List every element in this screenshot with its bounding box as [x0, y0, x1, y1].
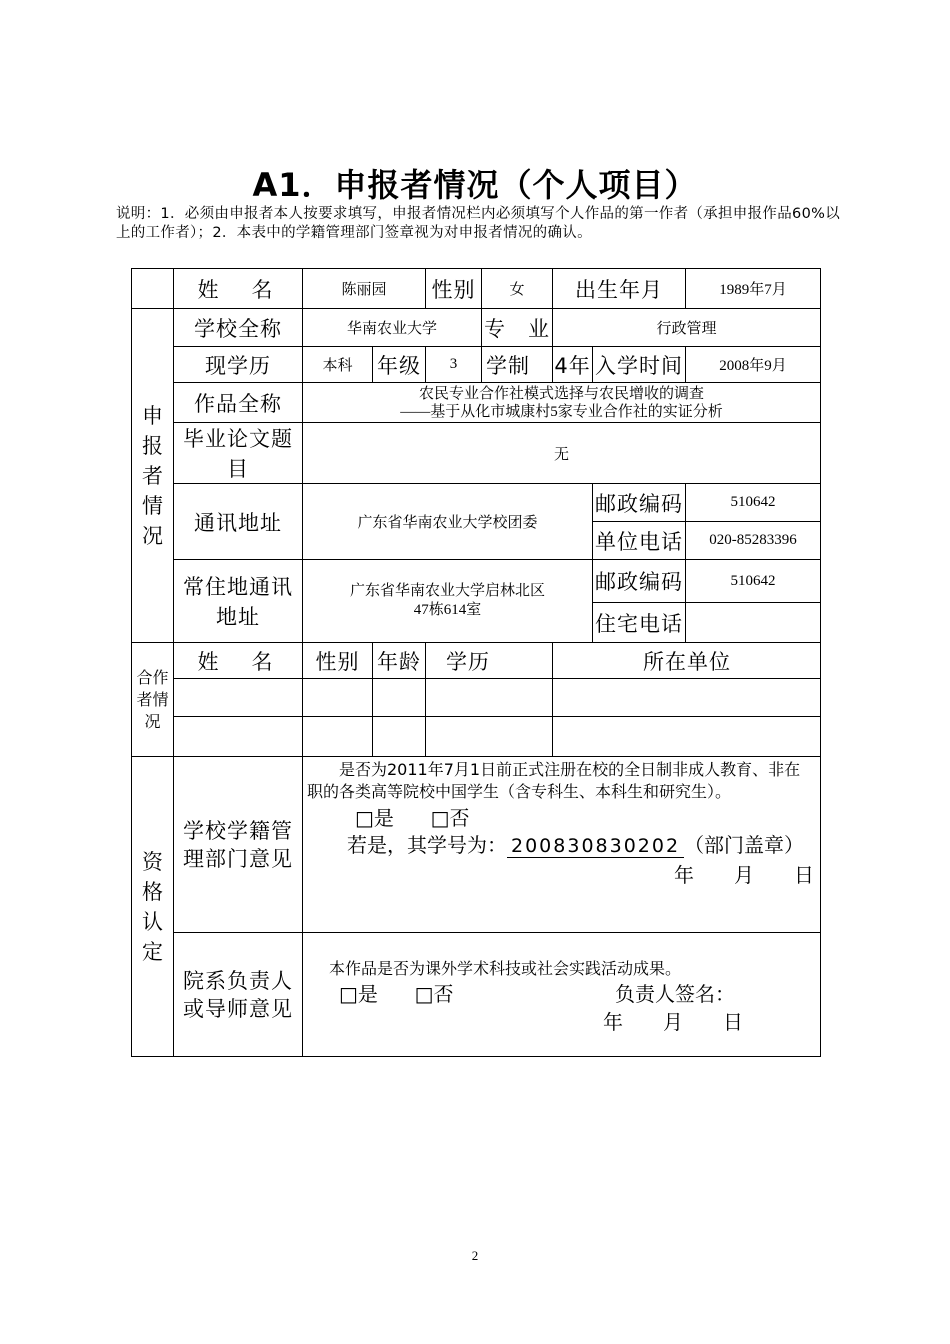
- collab-header-unit: 所在单位: [553, 643, 821, 679]
- enroll-label: 入学时间: [593, 347, 686, 383]
- home-postcode-label: 邮政编码: [593, 560, 686, 603]
- gender-value: 女: [482, 269, 553, 309]
- address-value: 广东省华南农业大学校团委: [303, 484, 593, 560]
- home-phone-value: [686, 603, 821, 643]
- page-title: A1．申报者情况（个人项目）: [252, 166, 698, 204]
- registry-question: 是否为2011年7月1日前正式注册在校的全日制非成人教育、非在职的各类高等院校中国学生（含专科生、本科生和研究生）。: [307, 760, 801, 801]
- home-phone-label: 住宅电话: [593, 603, 686, 643]
- work-phone-label: 单位电话: [593, 522, 686, 560]
- student-id-line: 若是，其学号为： 200830830202 （部门盖章）: [347, 833, 805, 857]
- registry-choices: [303, 805, 820, 831]
- signature-label: 负责人签名：: [615, 982, 735, 1006]
- registry-opinion: [303, 757, 821, 933]
- collab-row-2-unit: [553, 717, 821, 757]
- collab-row-1-unit: [553, 679, 821, 717]
- advisor-no-checkbox[interactable]: □否: [414, 982, 454, 1006]
- collab-header-gender: 性别: [303, 643, 373, 679]
- home-address-value: 广东省华南农业大学启林北区 47栋614室: [303, 560, 593, 643]
- advisor-opinion: [303, 933, 821, 1057]
- system-label: 学制: [482, 347, 553, 383]
- education-label: 现学历: [174, 347, 303, 383]
- major-label: 专 业: [482, 309, 553, 347]
- blank-corner-cell: [132, 269, 174, 309]
- education-value: 本科: [303, 347, 373, 383]
- collab-header-age: 年龄: [373, 643, 426, 679]
- name-label: 姓 名: [174, 269, 303, 309]
- qualification-section-label: 资格认定: [132, 757, 174, 1057]
- collab-header-name: 姓 名: [174, 643, 303, 679]
- school-value: 华南农业大学: [303, 309, 482, 347]
- grade-value: 3: [426, 347, 482, 383]
- registry-no-checkbox[interactable]: □否: [430, 806, 470, 830]
- registry-yes-checkbox[interactable]: □是: [355, 806, 394, 830]
- applicant-section-label: 申报者情况: [132, 309, 174, 643]
- collab-row-1-age: [373, 679, 426, 717]
- advisor-question: 本作品是否为课外学术科技或社会实践活动成果。: [329, 959, 682, 978]
- thesis-label: 毕业论文题目: [174, 423, 303, 484]
- collab-row-2-education: [426, 717, 553, 757]
- major-value: 行政管理: [553, 309, 821, 347]
- address-label: 通讯地址: [174, 484, 303, 560]
- advisor-choices: [303, 981, 820, 1007]
- school-label: 学校全称: [174, 309, 303, 347]
- collab-row-1-gender: [303, 679, 373, 717]
- collab-row-2-name: [174, 717, 303, 757]
- name-value: 陈丽园: [303, 269, 426, 309]
- collaborators-section-label: 合作者情况: [132, 643, 174, 757]
- page-number: 2: [471, 1248, 479, 1263]
- collab-row-2-gender: [303, 717, 373, 757]
- advisor-date: 年 月 日: [603, 1010, 743, 1034]
- home-postcode-value: 510642: [686, 560, 821, 603]
- birth-value: 1989年7月: [686, 269, 821, 309]
- applicant-form-table: [131, 268, 821, 1057]
- home-address-label: 常住地通讯地址: [174, 560, 303, 643]
- registry-date: 年 月 日: [674, 863, 815, 887]
- collab-row-1-name: [174, 679, 303, 717]
- student-id-value: 200830830202: [507, 835, 684, 858]
- system-value: 4年: [553, 347, 593, 383]
- collab-row-1-education: [426, 679, 553, 717]
- grade-label: 年级: [373, 347, 426, 383]
- advisor-label: 院系负责人或导师意见: [174, 933, 303, 1057]
- gender-label: 性别: [426, 269, 482, 309]
- registry-label: 学校学籍管理部门意见: [174, 757, 303, 933]
- collab-header-education: 学历: [426, 643, 553, 679]
- thesis-value: 无: [303, 423, 821, 484]
- enroll-value: 2008年9月: [686, 347, 821, 383]
- advisor-yes-checkbox[interactable]: □是: [339, 982, 378, 1006]
- birth-label: 出生年月: [553, 269, 686, 309]
- instructions-note: 说明：1．必须由申报者本人按要求填写，申报者情况栏内必须填写个人作品的第一作者（承担申报作品60%以上的工作者）；2．本表中的学籍管理部门签章视为对申报者情况的确认。: [116, 206, 840, 241]
- postcode-label: 邮政编码: [593, 484, 686, 522]
- collab-row-2-age: [373, 717, 426, 757]
- postcode-value: 510642: [686, 484, 821, 522]
- work-title-value: 农民专业合作社模式选择与农民增收的调查 ——基于从化市城康村5家专业合作社的实证分析: [303, 383, 821, 423]
- work-phone-value: 020-85283396: [686, 522, 821, 560]
- work-title-label: 作品全称: [174, 383, 303, 423]
